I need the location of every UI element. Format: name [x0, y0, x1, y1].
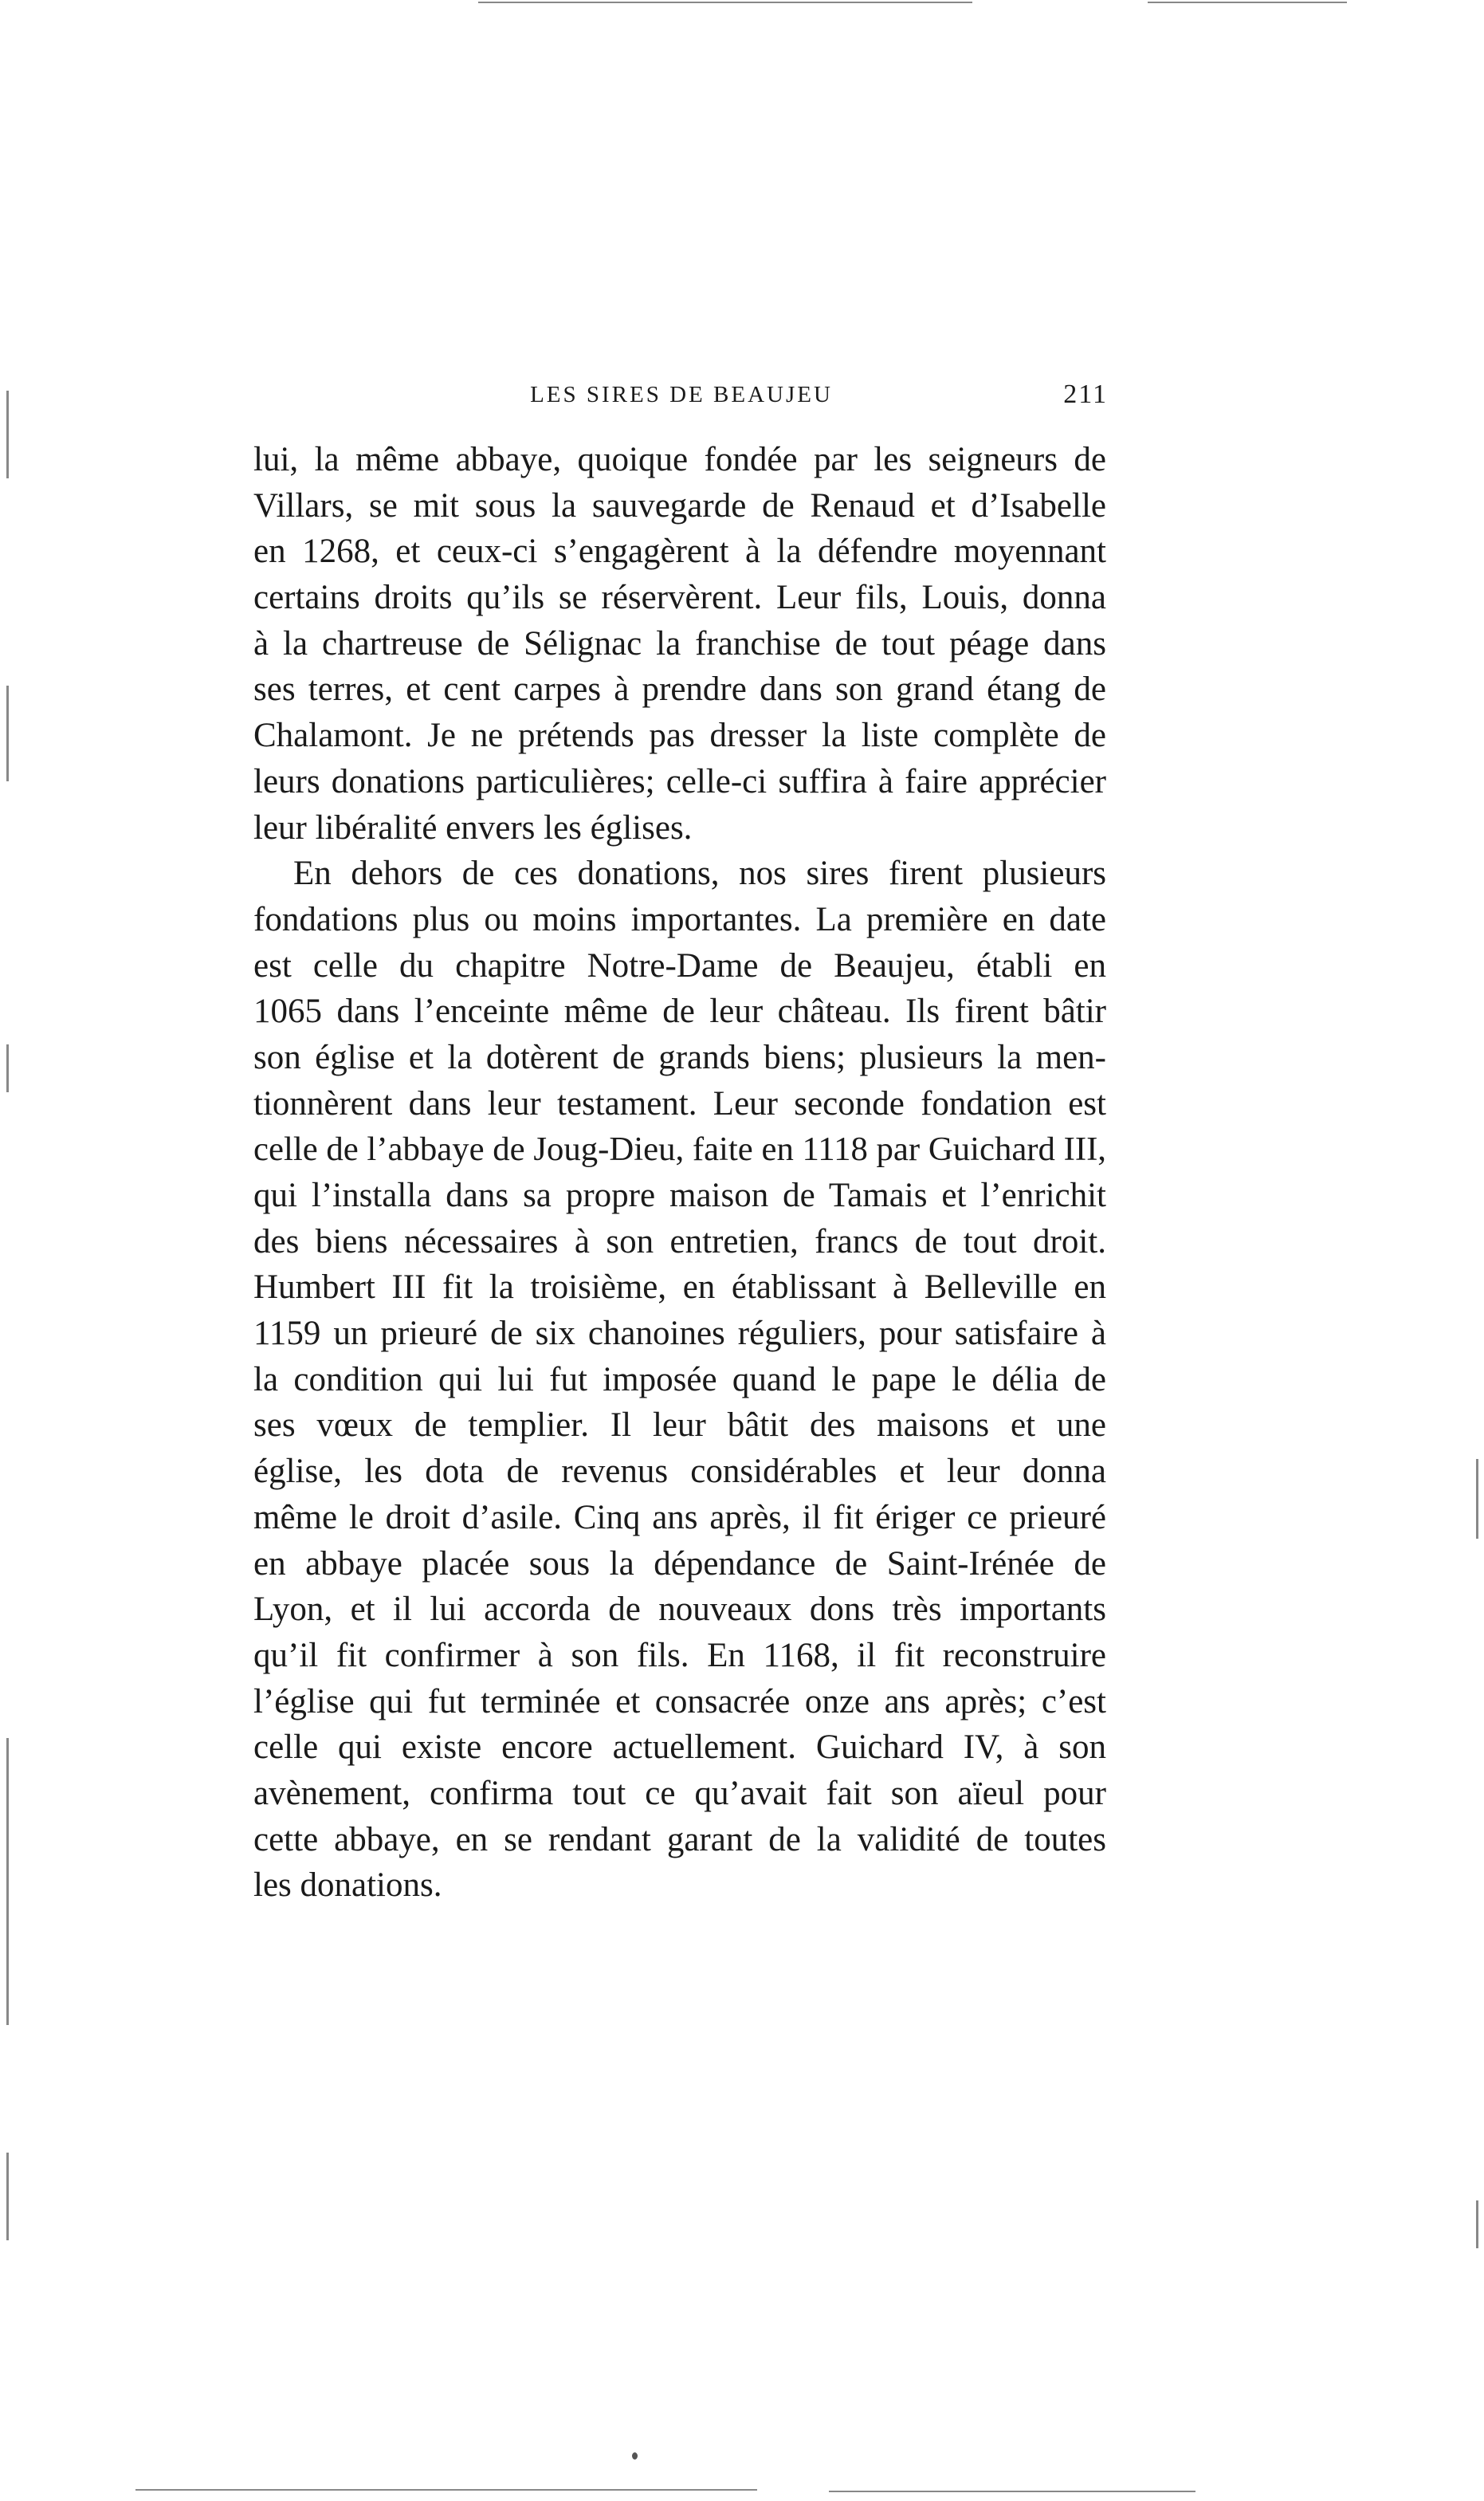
text-line: son église et la dotèrent de grands biens; plusieurs la men- — [253, 1038, 1106, 1076]
text-line: leurs donations particulières; celle-ci suffira à faire apprécier — [253, 762, 1106, 800]
text-line: en 1268, et ceux-ci s’engagèrent à la défendre moyennant — [253, 533, 1106, 571]
text-line: les donations. — [253, 1866, 442, 1905]
scan-edge-bottom — [135, 2489, 757, 2491]
text-line: même le droit d’asile. Cinq ans après, il fit ériger ce prieuré — [253, 1498, 1106, 1536]
text-line: l’église qui fut terminée et consacrée onze ans après; c’est — [253, 1682, 1106, 1720]
text-line: église, les dota de revenus considérables et leur donna — [253, 1453, 1106, 1491]
text-line: Villars, se mit sous la sauvegarde de Renaud et d’Isabelle — [253, 486, 1106, 525]
scan-edge-top-right — [1148, 2, 1347, 3]
scan-edge-right-1 — [1476, 1459, 1478, 1539]
paragraph-1 — [253, 437, 1106, 851]
scan-edge-left-5 — [6, 2153, 9, 2240]
text-line: des biens nécessaires à son entretien, francs de tout droit. — [253, 1222, 1106, 1260]
text-line: ses terres, et cent carpes à prendre dans son grand étang de — [253, 670, 1106, 709]
text-line: en abbaye placée sous la dépendance de Saint-Irénée de — [253, 1544, 1106, 1583]
text-line: avènement, confirma tout ce qu’avait fait son aïeul pour — [253, 1774, 1106, 1812]
text-line: Lyon, et il lui accorda de nouveaux dons très importants — [253, 1591, 1106, 1629]
text-line: à la chartreuse de Sélignac la franchise de tout péage dans — [253, 624, 1106, 663]
text-line: qu’il fit confirmer à son fils. En 1168, il fit reconstruire — [253, 1636, 1106, 1674]
scan-edge-left-4 — [6, 1738, 9, 2025]
text-line: ses vœux de templier. Il leur bâtit des maisons et une — [253, 1406, 1106, 1445]
paragraph-2 — [253, 851, 1106, 1909]
scan-edge-top — [478, 2, 972, 3]
text-line: qui l’installa dans sa propre maison de Tamais et l’enrichit — [253, 1177, 1106, 1214]
body-text — [253, 437, 1106, 1909]
text-line: fondations plus ou moins importantes. La première en date — [253, 900, 1106, 938]
text-line: est celle du chapitre Notre-Dame de Beaujeu, établi en — [253, 946, 1106, 985]
running-head: LES SIRES DE BEAUJEU — [530, 382, 833, 407]
scan-edge-right-2 — [1476, 2200, 1478, 2248]
scan-edge-left-3 — [6, 1044, 9, 1092]
text-line: lui, la même abbaye, quoique fondée par les seigneurs de — [253, 441, 1106, 478]
ink-dot — [632, 2452, 638, 2460]
text-line: tionnèrent dans leur testament. Leur seconde fondation est — [253, 1084, 1106, 1123]
scan-edge-left-1 — [6, 391, 9, 478]
text-line: 1065 dans l’enceinte même de leur château. Ils firent bâtir — [253, 993, 1106, 1031]
text-line: certains droits qu’ils se réservèrent. Leur fils, Louis, donna — [253, 579, 1106, 617]
text-line: En dehors de ces donations, nos sires firent plusieurs — [293, 855, 1106, 893]
text-line: cette abbaye, en se rendant garant de la validité de toutes — [253, 1820, 1106, 1858]
text-line: 1159 un prieuré de six chanoines réguliers, pour satisfaire à — [253, 1315, 1106, 1353]
text-line: celle de l’abbaye de Joug-Dieu, faite en 1118 par Guichard III, — [253, 1131, 1106, 1169]
text-line: celle qui existe encore actuellement. Guichard IV, à son — [253, 1728, 1106, 1767]
page-number: 211 — [1063, 379, 1108, 409]
page-header — [255, 375, 1108, 415]
text-line: leur libéralité envers les églises. — [253, 808, 693, 847]
scan-edge-bottom-right — [829, 2491, 1195, 2492]
text-line: la condition qui lui fut imposée quand le pape le délia de — [253, 1360, 1106, 1398]
text-line: Chalamont. Je ne prétends pas dresser la liste complète de — [253, 717, 1106, 755]
text-line: Humbert III fit la troisième, en établissant à Belleville en — [253, 1268, 1106, 1307]
scan-edge-left-2 — [6, 686, 9, 781]
